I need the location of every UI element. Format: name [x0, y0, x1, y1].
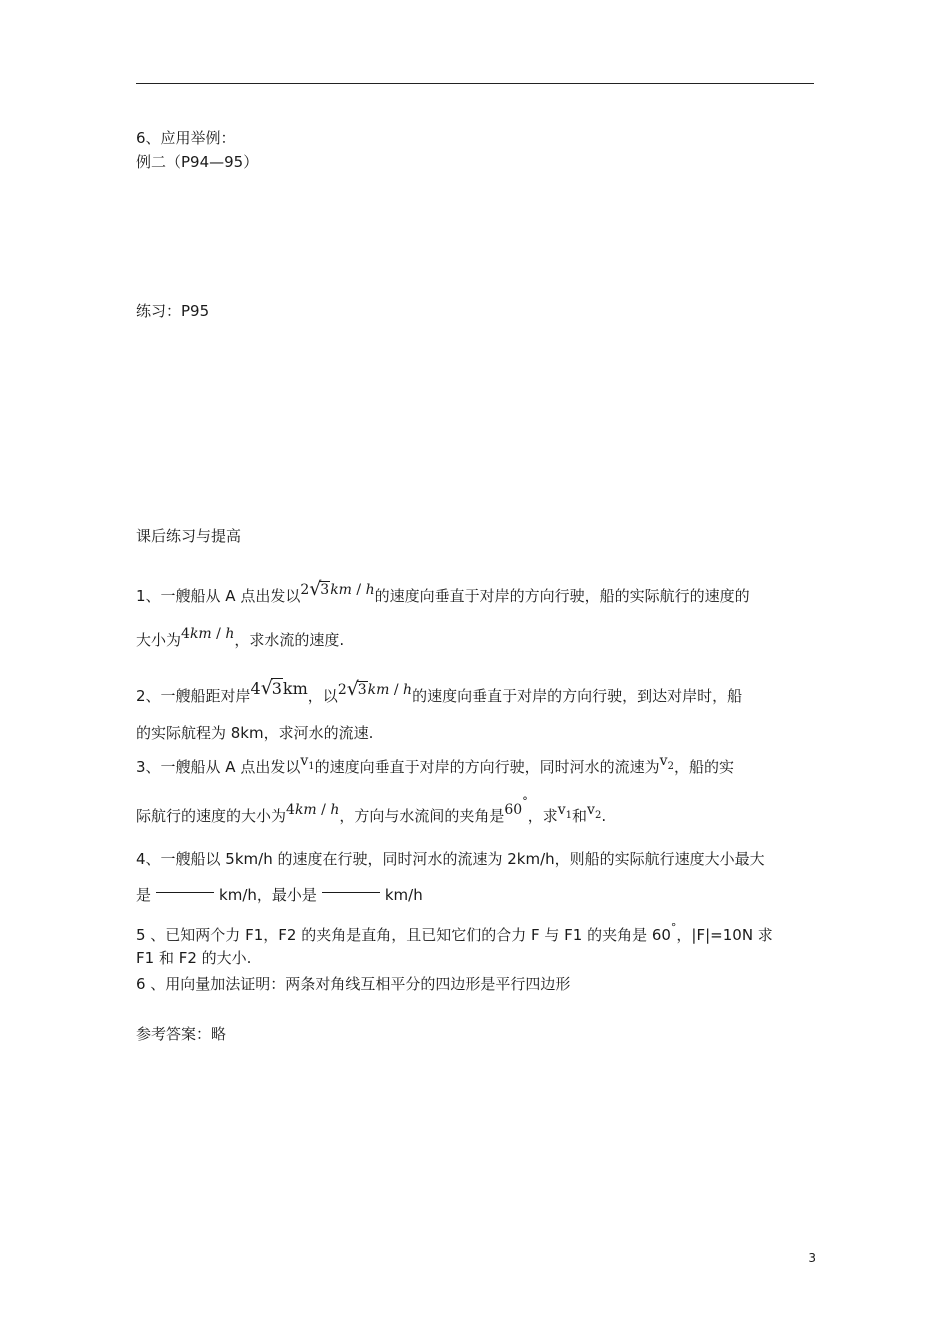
question-2-line-2: 的实际航程为 8km，求河水的流速.: [136, 724, 374, 742]
question-3-line-1: 3、一艘船从 A 点出发以$v_1$的速度向垂直于对岸的方向行驶，同时河水的流速为$v_2$，船的实: [136, 753, 734, 776]
example-reference: 例二（P94—95）: [136, 153, 259, 171]
section-heading: 6、应用举例：: [136, 129, 236, 147]
v2-symbol: $v_2$: [659, 753, 674, 772]
answer-blank-max[interactable]: [156, 892, 214, 893]
question-1-line-2: 大小为4km / h，求水流的速度.: [136, 626, 345, 649]
v2-symbol: $v_2$: [587, 802, 602, 821]
question-2-line-1: 2、一艘船距对岸4√ 3km，以2√ 3km / h的速度向垂直于对岸的方向行驶，到达对岸时，船: [136, 686, 742, 707]
reference-answer: 参考答案：略: [136, 1025, 227, 1043]
degree-symbol: °: [670, 921, 677, 934]
question-3-line-2: 际航行的速度的大小为4km / h，方向与水流间的夹角是60°，求$v_1$和$v_2$.: [136, 795, 607, 825]
answer-blank-min[interactable]: [322, 892, 380, 893]
speed-4-kmh: 4km / h: [181, 626, 235, 642]
question-1-line-1: 1、一艘船从 A 点出发以2√ 3km / h的速度向垂直于对岸的方向行驶，船的实际航行的速度的: [136, 586, 750, 607]
exercises-heading: 课后练习与提高: [136, 527, 242, 545]
speed-4-kmh: 4km / h: [286, 802, 340, 818]
question-4-line-2: 是 km/h，最小是 km/h: [136, 886, 423, 904]
speed-2root3-kmh: 2√ 3km / h: [338, 682, 412, 698]
speed-2root3-kmh: 2√ 3km / h: [300, 582, 374, 598]
question-6: 6 、用向量加法证明：两条对角线互相平分的四边形是平行四边形: [136, 975, 571, 993]
practice-reference: 练习：P95: [136, 302, 210, 320]
question-5-line-1: 5 、已知两个力 F1，F2 的夹角是直角，且已知它们的合力 F 与 F1 的夹角是 60°，|F|=10N 求: [136, 921, 773, 944]
header-rule: [136, 83, 814, 84]
question-5-line-2: F1 和 F2 的大小.: [136, 949, 252, 967]
question-4-line-1: 4、一艘船以 5km/h 的速度在行驶，同时河水的流速为 2km/h，则船的实际航行速度大小最大: [136, 850, 765, 868]
v1-symbol: $v_1$: [300, 753, 315, 772]
v1-symbol: $v_1$: [557, 802, 573, 821]
page-number: 3: [808, 1251, 816, 1265]
angle-60-degrees: 60°: [504, 795, 528, 818]
distance-4root3-km: 4√ 3km: [251, 679, 308, 698]
